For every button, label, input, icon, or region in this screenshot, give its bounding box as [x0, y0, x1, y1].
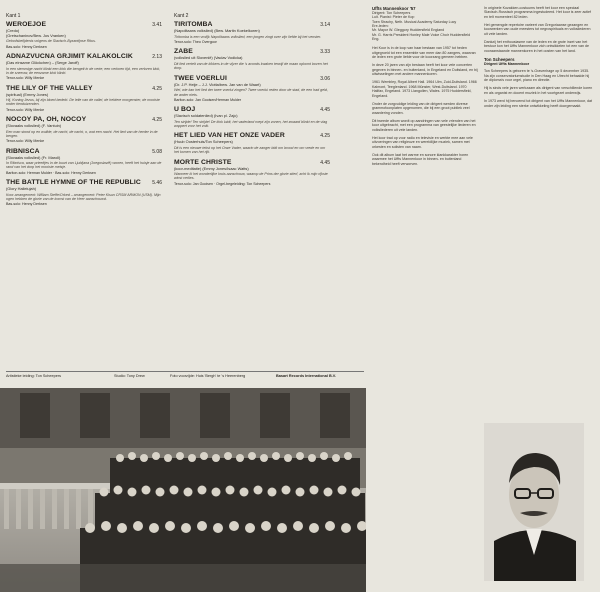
side-two-tracklist [174, 21, 330, 186]
track-subtitle: (koor-meditatie) (Emmy Jones/Isaac Watts) [174, 165, 249, 171]
track-soloist: Tenor-solo: Jan Gooisen · Orgel-begeleiding: Ton Scheepers [174, 181, 271, 186]
footer-label: Basart Records International B.V. [276, 374, 336, 378]
track-subtitle: (Dr. J.P. Heije – J.J. Viotta/bew. Jan van de Waart) [174, 81, 261, 87]
track-soloist: Tenor-solo: Willy Menke [6, 76, 45, 81]
track-title: ADNAZVUCNA GRJIMIT KALAKOLCIK [6, 53, 133, 61]
track-description: Wanneer ik het wonderlijke kruis aanschouw, waarop de Prins der glorie stierf, acht ik mijn rijkste winst verlies. [174, 172, 328, 181]
footer-artistic: Artistieke leiding: Ton Scheepers [6, 374, 62, 378]
text-paragraph: In originele Kozakken-costuums heeft het koor een speciaal Slavisch-Russisch programma ingestudeerd. Het koor is zeer actief en telt momenteel 82 leden. [484, 6, 592, 19]
side-one-column [6, 14, 162, 211]
track-soloist: Bariton-solo: Jan Gooisen/Herman Mulder [174, 97, 242, 102]
side-two-column [174, 14, 330, 190]
track-subtitle: (Huub Oosterhuis/Ton Scheepers) [174, 139, 233, 145]
track-description: Dit is een nieuwe tekst op het Onze Vader, waarin de zanger bidt om brood en om vrede en om het komen van het rijk. [174, 145, 326, 155]
track-subtitle: (Das einsame Glöckchen) – (Serge Jaroff) [6, 60, 79, 66]
track-entry [174, 106, 330, 128]
footer-divider [6, 371, 364, 372]
track-title: U BOJ [174, 106, 196, 114]
track-subtitle: (Credo) [6, 28, 20, 34]
track-subtitle: (Glory Hallelujah) [6, 186, 37, 192]
director-subheading: Dirigent Uffts Mannenkoor [484, 62, 530, 67]
track-title: ZABE [174, 48, 193, 56]
credit-line: Toen Strachy, Neth. Musical Academy Saturday Lucy [372, 19, 457, 24]
track-duration: 3.33 [320, 49, 330, 56]
credit-line: Ere-leden: [372, 24, 389, 29]
track-title: TIRITOMBA [174, 21, 213, 29]
track-duration: 3.14 [320, 22, 330, 29]
text-paragraph: Dankzij het enthousiasme van de leden en de grote inzet van het bestuur kon het Uffts Mannenkoor zich ontwikkelen tot een van de vooraanstaande mannenkoren in het oosten van het land. [484, 40, 590, 53]
text-paragraph: Het Koor is in de loop van haar bestaan van 1957 tot heden uitgegroeid tot een ensemble van meer dan 80 zangers, waarvan de leden een grote liefde voor de koorzang gemeen hebben. [372, 46, 476, 60]
track-title: THE LILY OF THE VALLEY [6, 84, 93, 92]
text-paragraph: Het gemengde repertoire varieert van Gregoriaanse gezangen en koorwerken van oude meesters tot negrospirituals en volksliederen uit vele landen. [484, 23, 591, 36]
track-subtitle: (volkslied uit Slovenië) (Vaclav Vodicka) [174, 55, 243, 61]
track-entry [174, 159, 330, 186]
track-duration: 4.25 [152, 85, 162, 92]
track-description: In een stemmige nacht klinkt een klok die bengelt in de verte; een verloren tijd, een verloren klok, in de sneeuw, de eenzame klok klinkt. [6, 66, 161, 75]
track-description: Geloofsbelijdenis volgens de Slavisch-Byzantijnse Ritus. [6, 39, 96, 44]
footer-photos: Foto voorzijde: Huis 'Bergh' te 's Heerenberg [170, 374, 246, 378]
track-soloist: Bas-solo: Henny Derksen [6, 44, 47, 49]
text-paragraph: Ook dit album laat het warme en sonore klankkarakter horen waarmee het Uffts Mannenkoor in binnen- en buitenland bekendheid heeft verworven. [372, 152, 469, 166]
track-entry [174, 48, 330, 70]
track-subtitle: (Slavisch soldatenlied) (Ivan pl. Zajc) [174, 113, 238, 119]
text-paragraph: 1961 Wembley, Royal Albert Hall. 1964 Ulm, Zuid-Duitsland. 1966 Kalmont, Teeglenland. 1968 Münster, West-Duitsland. 1970 Halifax, Engeland. 1973 Llangollen, Wales. 1975 Huddersfield, Engeland. [372, 80, 477, 98]
text-paragraph: Het koor trad op voor radio en televisie en werkte mee aan vele uitvoeringen van religieuze en wereldlijke muziek, samen met orkesten en solisten van naam. [372, 135, 473, 149]
track-description: Tiritomba is een vrolijk Napolitaans volkslied, een jongen zingt over zijn liefde bij het venster. [174, 34, 322, 39]
track-soloist: Bariton-solo: Herman Mulder · Bas-solo: Henny Derksen [6, 170, 96, 175]
credit-line: Luit. Pianist: Pieter de Kop [372, 15, 415, 20]
track-subtitle: (spiritual) (Emmy Jones) [6, 91, 49, 97]
credit-line: Dirigent: Ton Scheepers [372, 11, 411, 15]
credit-line: Mr. Mayor W. Gleggory Huddersfield England [372, 28, 445, 33]
track-soloist: Tenor-solo: Theo Overgoor [174, 40, 217, 45]
side-two-label: Kant 2 [174, 13, 189, 19]
text-paragraph: Ton Scheepers is geboren te 's-Gravenhage op 5 december 1935. Na zijn conservatoriumstudie in Den Haag en Utrecht behaalde hij de diploma's voor orgel, piano en directie. [484, 69, 590, 83]
track-duration: 5.46 [152, 180, 162, 187]
track-entry [174, 75, 330, 102]
footer-studio: Studio: Tony Drew [114, 374, 145, 378]
track-duration: 4.45 [320, 107, 330, 114]
choir-photo [0, 388, 366, 592]
right-text-column-two [484, 6, 594, 112]
track-title: NOCOY PA, OH, NOCOY [6, 116, 87, 124]
track-title: HET LIED VAN HET ONZE VADER [174, 132, 285, 140]
track-duration: 3.41 [152, 22, 162, 29]
text-paragraph: Onder de zorgvuldige leiding van de dirigent werden diverse grammofoonplaten opgenomen, die bij een groot publiek veel waardering vonden. [372, 101, 470, 115]
track-entry [6, 53, 162, 80]
track-duration: 3.06 [320, 75, 330, 82]
track-soloist: Tenor-solo: Willy Menke [6, 139, 45, 144]
track-description: Koor-arrangement: William Steffe/Orked – arrangement: Peter Kisun CRSM ARMON (USM). Mijn ogen hebben de glorie van de komst van de Heer aanschouwd. [6, 192, 161, 201]
track-subtitle: (Slovaaks volkslied) (Fr. Maroll) [6, 154, 61, 160]
track-duration: 4.25 [152, 117, 162, 124]
track-entry [174, 21, 330, 44]
track-duration: 4.25 [320, 133, 330, 140]
track-entry [174, 132, 330, 154]
side-one-tracklist [6, 21, 162, 206]
track-duration: 5.08 [152, 148, 162, 155]
track-description: In Ribnisca, waar prieeltjes in de buurt van Ljubljana (Joegoslavië) wonen, heeft het huisje aan de rand van het dorp het mooiste meisje. [6, 161, 162, 170]
track-entry [6, 116, 162, 143]
track-title: WEROEJOE [6, 21, 47, 29]
track-entry [6, 21, 162, 49]
choir-history-text [372, 46, 478, 166]
track-duration: 2.13 [152, 54, 162, 61]
track-entry [6, 179, 162, 206]
track-description: Hij, Koning Jezus, bij zijn bloed bedekt. De lelie van de vallei, de heldere morgenster, de mooiste onder tienduizenden. [6, 98, 160, 107]
track-description: Dit lied vertelt van de kikkers in de vijver die 's avonds kwaken terwijl de maan opkomt boven het dorp. [174, 62, 328, 71]
track-duration: 4.45 [320, 159, 330, 166]
track-entry [6, 148, 162, 175]
text-paragraph: Dit tweede album wordt op aandringen van vele vrienden van het koor uitgebracht, met een programma van geestelijke liederen en volksliederen uit vele landen. [372, 118, 476, 132]
choir-details-text [484, 6, 594, 53]
track-title: THE BATTLE HYMNE OF THE REPUBLIC [6, 179, 141, 187]
track-description: Ten strijde! Ten strijde! De klok luidt, het vaderland roept zijn zonen, het zwaard blinkt en de vlag wappert voor het volk. [174, 119, 328, 129]
text-paragraph: Hij is sinds vele jaren werkzaam als dirigent van verschillende koren en als organist en docent muziek in het voortgezet onderwijs. [484, 86, 593, 95]
text-paragraph: In deze 20 jaren van zijn bestaan heeft het koor vele concerten gegeven in binnen- en buitenland, in Engeland en Duitsland, en bij uitwisselingen met andere mannenkoren. [372, 63, 478, 77]
director-biography-text [484, 69, 594, 107]
track-title: MORTE CHRISTE [174, 158, 232, 166]
right-text-column-one [372, 6, 478, 170]
side-one-label: Kant 1 [6, 13, 21, 19]
track-entry [6, 85, 162, 112]
credit-line: Mr. G. Harris President Honley Male Voice Choir Huddersfield Eng. [372, 32, 471, 42]
track-description: Wel, wie kan het lied der twee voerlui zingen? Twee voerlui reden door de stad, de een had geld, de ander niets. [174, 88, 328, 97]
track-subtitle: (Slovaaks volkslied) (F. Vantuin) [6, 123, 62, 129]
director-portrait-photo [484, 423, 584, 581]
track-title: TWEE VOERLUI [174, 74, 227, 82]
track-subtitle: (Napolitaans volkslied) (Bew. Martin Koekelkoren) [174, 28, 260, 34]
track-title: RIBNISCA [6, 147, 40, 155]
track-description: Een man stond op en wuifde, de nacht, de nacht, o, wat een nacht. Het lied van de herder in de bergen. [6, 129, 158, 138]
choir-heading: Uffts Mannenkoor '57 [372, 6, 416, 11]
track-composer: (Gretschaninov/Bew. Jos Vranken) [6, 32, 66, 38]
track-soloist: Tenor-solo: Willy Menke [6, 107, 45, 112]
text-paragraph: In 1973 werd hij benoemd tot dirigent van het Uffts Mannenkoor, dat onder zijn leiding een sterke ontwikkeling heeft doorgemaakt. [484, 99, 593, 108]
track-header [6, 21, 162, 29]
director-heading: Ton Scheepers [484, 57, 515, 63]
track-soloist: Bas-solo: Henny Derksen [6, 202, 47, 207]
